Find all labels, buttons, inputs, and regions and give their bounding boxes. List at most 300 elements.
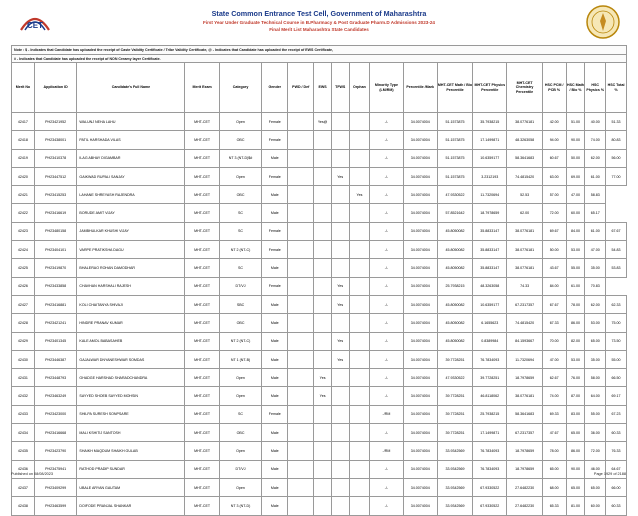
table-cell: 64.67 <box>606 460 627 478</box>
table-row <box>12 149 627 167</box>
table-cell: 76.00 <box>566 369 585 387</box>
table-cell: 53.00 <box>566 350 585 368</box>
table-cell: RATHOD PRADIP SUNDAR <box>77 460 185 478</box>
table-cell: 68.00 <box>542 478 566 496</box>
table-cell: 43.67 <box>542 259 566 277</box>
table-cell: 42430 <box>12 350 35 368</box>
table-cell: Female <box>262 241 288 259</box>
table-cell: 50.00 <box>542 241 566 259</box>
table-cell: 65.17 <box>585 204 606 222</box>
table-cell: 42424 <box>12 241 35 259</box>
table-row <box>12 186 627 204</box>
table-cell: JAMBHULKAR KHUSHI VIJAY <box>77 222 185 240</box>
table-cell <box>314 442 332 460</box>
table-cell: Male <box>262 387 288 405</box>
table-cell: 34.0074004 <box>403 131 437 149</box>
table-cell: 75.00 <box>606 314 627 332</box>
table-cell: 61.00 <box>585 167 606 185</box>
table-cell: 52.53 <box>507 186 542 204</box>
table-cell: 39.7728251 <box>437 405 472 423</box>
table-row <box>12 204 627 222</box>
table-cell: Yes <box>314 369 332 387</box>
cet-logo-text: CET <box>27 21 43 30</box>
page-number: Page 1929 of 2188 <box>593 472 626 476</box>
table-cell: 74.4815420 <box>507 314 542 332</box>
table-cell: 39.7728251 <box>437 424 472 442</box>
table-cell: Male <box>262 314 288 332</box>
table-cell: MHT-CET <box>185 350 219 368</box>
table-cell: 33.9342569 <box>437 442 472 460</box>
table-cell: 25.7938215 <box>437 277 472 295</box>
table-cell <box>314 167 332 185</box>
table-cell: -/- <box>370 277 403 295</box>
table-cell <box>349 131 370 149</box>
table-cell: 33.9342569 <box>437 478 472 496</box>
merit-list-table <box>11 62 627 516</box>
table-cell: 84.1593667 <box>507 332 542 350</box>
table-cell: Yes@ <box>314 113 332 131</box>
table-row <box>12 497 627 515</box>
table-cell: SC <box>219 405 262 423</box>
table-cell: 81.00 <box>566 497 585 515</box>
table-cell: 73.50 <box>606 332 627 350</box>
table-cell: Male <box>262 442 288 460</box>
table-cell <box>288 259 314 277</box>
table-cell: MHT-CET <box>185 259 219 277</box>
table-cell: -/- <box>370 369 403 387</box>
table-cell <box>349 204 370 222</box>
table-cell: 90.00 <box>566 460 585 478</box>
table-cell: 45.8050082 <box>437 295 472 313</box>
column-header: Minority Type (LM/RM) <box>370 63 403 113</box>
table-row <box>12 405 627 423</box>
table-cell <box>314 497 332 515</box>
table-row <box>12 478 627 496</box>
table-cell: 63.00 <box>542 167 566 185</box>
table-cell: Yes <box>331 167 349 185</box>
table-cell <box>331 460 349 478</box>
table-cell: 38.0776181 <box>507 387 542 405</box>
table-cell: 60.00 <box>566 204 585 222</box>
table-cell: 64.00 <box>585 387 606 405</box>
table-cell <box>331 131 349 149</box>
table-cell: PH23463249 <box>34 387 77 405</box>
column-header: Percentile /Mark <box>403 63 437 113</box>
table-cell: 33.9342569 <box>437 497 472 515</box>
table-row <box>12 314 627 332</box>
table-cell: 57.00 <box>542 186 566 204</box>
table-cell: -/- <box>370 314 403 332</box>
table-cell: 0.8389984 <box>473 332 507 350</box>
table-cell: 62.67 <box>542 369 566 387</box>
table-cell: MHT-CET <box>185 460 219 478</box>
table-cell: Yes <box>331 295 349 313</box>
column-header: HSC Math / Bio % <box>566 63 585 113</box>
table-cell: 47.00 <box>585 241 606 259</box>
table-cell: 42419 <box>12 149 35 167</box>
table-cell: 42.00 <box>542 113 566 131</box>
table-cell: 10.6359177 <box>473 295 507 313</box>
table-cell: MHT-CET <box>185 222 219 240</box>
table-cell: 67.9330522 <box>473 478 507 496</box>
table-cell: MHT-CET <box>185 332 219 350</box>
table-cell: SC <box>219 259 262 277</box>
table-cell <box>331 314 349 332</box>
table-cell <box>288 149 314 167</box>
page-title: State Common Entrance Test Cell, Government of Maharashtra <box>211 9 427 18</box>
table-cell: 58.83 <box>585 186 606 204</box>
table-cell: 55.00 <box>606 350 627 368</box>
table-cell: 11.7320694 <box>507 350 542 368</box>
table-cell: SAYYED SHOEB SAYYED MOHSIN <box>77 387 185 405</box>
table-cell: PH23475941 <box>34 460 77 478</box>
table-cell: 53.83 <box>606 259 627 277</box>
table-cell: 34.0074004 <box>403 442 437 460</box>
table-cell: 65.00 <box>585 332 606 350</box>
table-cell: 86.00 <box>566 442 585 460</box>
table-cell <box>331 222 349 240</box>
table-row <box>12 131 627 149</box>
table-cell: 67.9330522 <box>473 497 507 515</box>
column-header: HSC PCM / PCB % <box>542 63 566 113</box>
table-cell: -/- <box>370 186 403 204</box>
table-cell: PATIL HARSHADA VILAS <box>77 131 185 149</box>
table-cell: PH23480158 <box>34 222 77 240</box>
table-row <box>12 442 627 460</box>
table-cell: 65.00 <box>566 478 585 496</box>
table-cell: 34.0074004 <box>403 277 437 295</box>
table-cell: GAIKWAD RUPALI SANJAY <box>77 167 185 185</box>
table-cell: 42423 <box>12 222 35 240</box>
table-cell <box>314 314 332 332</box>
table-cell: -/- <box>370 149 403 167</box>
column-header: MHT-CET Math / Bio Percentile <box>437 63 472 113</box>
table-cell <box>331 241 349 259</box>
table-cell: 34.0074004 <box>403 405 437 423</box>
table-cell: 34.0074004 <box>403 222 437 240</box>
table-cell: 42435 <box>12 442 35 460</box>
table-cell: GAJALWAR DNYANESHWAR SOMDAS <box>77 350 185 368</box>
table-row <box>12 387 627 405</box>
table-cell: SC <box>219 204 262 222</box>
table-cell <box>288 204 314 222</box>
table-cell <box>349 405 370 423</box>
table-cell: 42425 <box>12 259 35 277</box>
table-cell: GHADGE HARSHAD SHARADCHANDRA <box>77 369 185 387</box>
table-cell: Female <box>262 113 288 131</box>
table-cell <box>331 369 349 387</box>
table-cell: 35.8833147 <box>473 259 507 277</box>
table-cell: PH23423790 <box>34 442 77 460</box>
table-cell: 18.7978659 <box>507 442 542 460</box>
table-cell: PH23463599 <box>34 497 77 515</box>
table-cell: 18.7978659 <box>507 460 542 478</box>
table-cell: MHT-CET <box>185 405 219 423</box>
column-header: EWS <box>314 63 332 113</box>
table-cell: Female <box>262 277 288 295</box>
column-header: TFWS <box>331 63 349 113</box>
table-cell: 80.83 <box>606 131 627 149</box>
table-cell: 45.8050082 <box>437 259 472 277</box>
table-cell: MHT-CET <box>185 442 219 460</box>
table-cell: 51.1573875 <box>437 167 472 185</box>
table-cell <box>288 369 314 387</box>
table-cell: 53.00 <box>585 314 606 332</box>
table-cell: MHT-CET <box>185 113 219 131</box>
table-cell: 53.00 <box>566 241 585 259</box>
page-subtitle: First Year Under Graduate Technical Course in B.Pharmacy & Post Graduate Pharm.D Admissions 2023-24 <box>203 20 435 25</box>
table-cell: 51.00 <box>566 113 585 131</box>
table-cell <box>314 460 332 478</box>
table-cell: PH23448793 <box>34 369 77 387</box>
table-cell: 42426 <box>12 277 35 295</box>
table-cell <box>314 222 332 240</box>
table-cell: 69.33 <box>542 405 566 423</box>
table-cell: KALE AMOL BABASAHEB <box>77 332 185 350</box>
table-cell: HINDRE PRANAV KUMAR <box>77 314 185 332</box>
table-row <box>12 277 627 295</box>
column-header: HSC Total % <box>606 63 627 113</box>
table-cell: DT/VJ <box>219 460 262 478</box>
table-cell: 42427 <box>12 295 35 313</box>
table-cell: PH23419870 <box>34 259 77 277</box>
table-cell <box>314 131 332 149</box>
table-cell: PH23404101 <box>34 241 77 259</box>
table-cell: 42437 <box>12 478 35 496</box>
table-cell: 47.9330522 <box>437 369 472 387</box>
table-cell: NT 3 (NT-D)$# <box>219 149 262 167</box>
table-cell: 39.7728251 <box>437 350 472 368</box>
table-cell <box>331 186 349 204</box>
table-cell: Yes <box>314 387 332 405</box>
table-cell: 55.00 <box>566 259 585 277</box>
table-cell: 34.0074004 <box>403 186 437 204</box>
table-cell: Open <box>219 369 262 387</box>
table-cell: NT 2 (NT-C) <box>219 241 262 259</box>
table-cell <box>331 149 349 167</box>
table-cell: CHAVHAN HARSHALI RAJESH <box>77 277 185 295</box>
table-cell <box>314 259 332 277</box>
table-cell: 39.7728251 <box>437 387 472 405</box>
table-cell: Male <box>262 424 288 442</box>
table-cell <box>331 259 349 277</box>
table-cell: 25.7938215 <box>473 405 507 423</box>
table-cell: PH23421952 <box>34 113 77 131</box>
table-cell: 42436 <box>12 460 35 478</box>
table-cell: -/- <box>370 295 403 313</box>
table-cell: 82.00 <box>566 332 585 350</box>
table-cell: Male <box>262 259 288 277</box>
table-cell: 27.6482230 <box>507 478 542 496</box>
table-cell: 35.00 <box>585 350 606 368</box>
table-cell: 34.0074004 <box>403 204 437 222</box>
table-cell: Male <box>262 186 288 204</box>
table-cell: 42422 <box>12 204 35 222</box>
table-cell <box>349 113 370 131</box>
table-cell: 42418 <box>12 131 35 149</box>
table-cell: 58.3641683 <box>507 149 542 167</box>
table-cell: -/- <box>370 204 403 222</box>
table-cell <box>288 405 314 423</box>
table-row <box>12 241 627 259</box>
table-cell: 76.7834093 <box>473 442 507 460</box>
table-cell: -/RM <box>370 405 403 423</box>
table-cell: PH23446387 <box>34 350 77 368</box>
table-cell: 47.00 <box>542 350 566 368</box>
table-cell <box>314 149 332 167</box>
table-cell: 34.0074004 <box>403 478 437 496</box>
table-header-row <box>12 63 627 113</box>
table-cell: 45.8050082 <box>437 241 472 259</box>
table-cell: PH23415253 <box>34 186 77 204</box>
table-cell: -/- <box>370 460 403 478</box>
table-cell: 42417 <box>12 113 35 131</box>
table-cell: 35.7938215 <box>473 113 507 131</box>
table-cell: 76.7834093 <box>473 460 507 478</box>
table-cell: SC <box>219 222 262 240</box>
table-row <box>12 369 627 387</box>
table-cell <box>331 405 349 423</box>
table-cell: 42421 <box>12 186 35 204</box>
table-cell: Female <box>262 131 288 149</box>
column-header: Merit Exam <box>185 63 219 113</box>
table-cell <box>349 350 370 368</box>
note-line-1: Note : $ - Indicates that Candidate has uploaded the receipt of Caste Validity Certificate / Tribe Validity Certificate, @ - Indicates that Candidate has uploaded the receipt of EWS Certificate, <box>11 45 627 54</box>
table-cell: 42429 <box>12 332 35 350</box>
table-cell: Male <box>262 497 288 515</box>
table-cell: 34.0074004 <box>403 497 437 515</box>
table-cell: OBC <box>219 314 262 332</box>
table-cell: 38.0776181 <box>507 113 542 131</box>
table-cell: 55.00 <box>585 405 606 423</box>
table-cell: 34.0074004 <box>403 460 437 478</box>
table-cell: 46.8118062 <box>473 387 507 405</box>
table-cell: 87.00 <box>566 387 585 405</box>
table-cell: 48.3263058 <box>473 277 507 295</box>
table-cell: 47.67 <box>542 424 566 442</box>
table-cell: 35.8833147 <box>473 222 507 240</box>
table-cell: -/- <box>370 350 403 368</box>
table-cell: 60.00 <box>585 497 606 515</box>
table-cell: Open <box>219 387 262 405</box>
table-cell: -/RM <box>370 442 403 460</box>
table-cell: -/- <box>370 387 403 405</box>
table-cell: NT 2 (NT-C) <box>219 332 262 350</box>
table-cell: 47.9330522 <box>437 186 472 204</box>
table-cell: 38.0776181 <box>507 241 542 259</box>
table-cell: 61.00 <box>566 277 585 295</box>
table-cell <box>288 222 314 240</box>
table-cell <box>314 424 332 442</box>
table-cell: 61.00 <box>585 222 606 240</box>
table-cell: 77.00 <box>606 167 627 185</box>
table-cell: -/- <box>370 113 403 131</box>
table-cell: 6.1655623 <box>473 314 507 332</box>
table-cell: Yes <box>331 350 349 368</box>
table-cell: SBC <box>219 295 262 313</box>
table-cell <box>331 497 349 515</box>
column-header: Merit No <box>12 63 35 113</box>
table-cell: 38.0776181 <box>507 259 542 277</box>
table-cell: 42428 <box>12 314 35 332</box>
table-cell: PH23423000 <box>34 405 77 423</box>
table-cell: 67.67 <box>542 295 566 313</box>
table-cell: 18.7978659 <box>507 369 542 387</box>
table-cell <box>288 497 314 515</box>
table-cell: Yes <box>349 186 370 204</box>
table-cell: 34.0074004 <box>403 149 437 167</box>
table-cell: 67.2317357 <box>507 295 542 313</box>
table-cell: 86.00 <box>566 314 585 332</box>
table-cell: Male <box>262 478 288 496</box>
table-cell: 58.3641683 <box>507 405 542 423</box>
table-cell: -/- <box>370 259 403 277</box>
table-cell <box>314 241 332 259</box>
table-cell: 69.67 <box>542 222 566 240</box>
table-cell: MHT-CET <box>185 277 219 295</box>
table-cell: PH23416619 <box>34 204 77 222</box>
table-cell: -/- <box>370 478 403 496</box>
table-row <box>12 167 627 185</box>
table-cell: 48.3263058 <box>507 131 542 149</box>
table-cell <box>288 387 314 405</box>
table-cell: 54.83 <box>606 241 627 259</box>
table-cell: 34.0074004 <box>403 113 437 131</box>
table-cell: MHT-CET <box>185 167 219 185</box>
table-cell: 45.8050082 <box>437 332 472 350</box>
table-cell: 57.8521642 <box>437 204 472 222</box>
table-cell: 40.00 <box>585 113 606 131</box>
table-cell <box>288 314 314 332</box>
table-cell: PH23416668 <box>34 424 77 442</box>
table-cell <box>288 460 314 478</box>
table-cell <box>331 442 349 460</box>
table-cell <box>349 295 370 313</box>
table-cell: 11.7320694 <box>473 186 507 204</box>
table-cell: 65.33 <box>542 497 566 515</box>
table-cell: Yes <box>331 332 349 350</box>
table-cell: Male <box>262 369 288 387</box>
table-cell: 67.67 <box>606 222 627 240</box>
table-cell: 56.00 <box>606 149 627 167</box>
table-cell: 27.6482230 <box>507 497 542 515</box>
table-cell <box>331 387 349 405</box>
table-cell: 34.0074004 <box>403 314 437 332</box>
table-cell: 74.33 <box>507 277 542 295</box>
table-cell: Female <box>262 167 288 185</box>
table-cell: PH23416881 <box>34 295 77 313</box>
table-cell: 90.00 <box>566 131 585 149</box>
table-cell <box>331 204 349 222</box>
table-cell <box>349 259 370 277</box>
table-cell: MHT-CET <box>185 478 219 496</box>
table-cell: 45.8050082 <box>437 314 472 332</box>
table-cell <box>349 424 370 442</box>
table-row <box>12 350 627 368</box>
table-cell <box>349 241 370 259</box>
table-cell: BORUDE AMIT VIJAY <box>77 204 185 222</box>
table-row <box>12 424 627 442</box>
table-cell: 39.7728251 <box>473 369 507 387</box>
table-cell <box>288 350 314 368</box>
table-cell: 58.00 <box>585 369 606 387</box>
table-cell: 42431 <box>12 369 35 387</box>
table-cell: PH23433858 <box>34 277 77 295</box>
table-cell: 47.00 <box>566 186 585 204</box>
table-cell: -/- <box>370 131 403 149</box>
table-cell <box>349 442 370 460</box>
table-cell <box>349 332 370 350</box>
